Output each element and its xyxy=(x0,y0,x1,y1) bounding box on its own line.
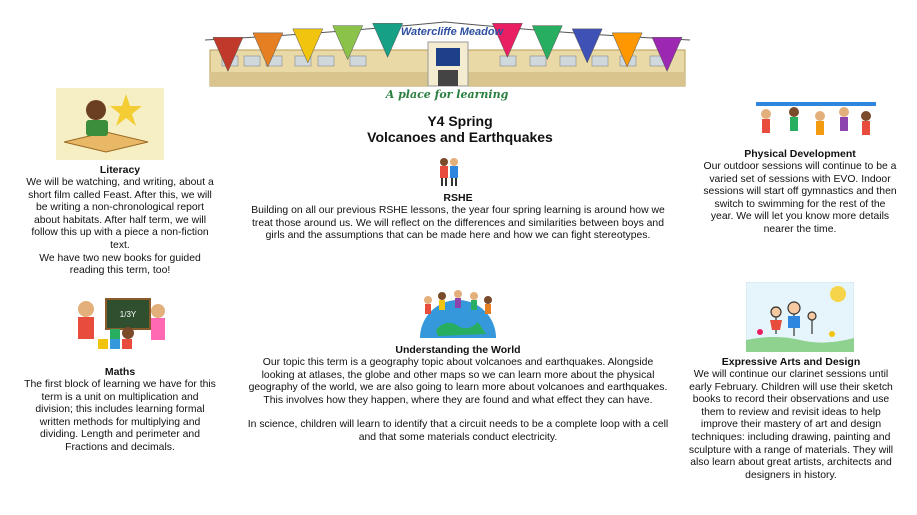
maths-title: Maths xyxy=(104,366,136,378)
school-tagline: A place for learning xyxy=(385,88,509,101)
arts-title: Expressive Arts and Design xyxy=(721,356,861,368)
arts-illustration xyxy=(746,282,854,352)
page-title-line2: Volcanoes and Earthquakes xyxy=(367,129,553,145)
rshe-body: Building on all our previous RSHE lessons, the year four spring learning is around how we treat those around us. We will reflect on the differences and similarities between boys and girls and the assumptions that can be made here and how we can fight stereotypes. xyxy=(251,205,665,242)
bunting-flag xyxy=(612,33,642,67)
literacy-illustration xyxy=(56,88,164,160)
world-body-1: Our topic this term is a geography topic about volcanoes and earthquakes. Alongside looking at atlases, the globe and other maps so we can learn more about the physical geography of the world, we are also going to learn more about volcanoes and earthquakes. This involves how they happen, where they are found and what effect they can have. xyxy=(248,357,668,406)
world-body-2: In science, children will learn to identify that a circuit needs to be a complete loop with a cell and that some materials conduct electricity. xyxy=(247,419,669,443)
world-title: Understanding the World xyxy=(395,344,521,356)
maths-section xyxy=(24,366,216,455)
maths-body: The first block of learning we have for this term is a unit on multiplication and division; this includes learning formal written methods for multiplying and dividing. Length and perimeter and Fractions and decimals. xyxy=(24,379,216,453)
literacy-section xyxy=(22,164,218,278)
rshe-section xyxy=(244,192,672,243)
page-title-line1: Y4 Spring xyxy=(427,113,493,129)
world-section xyxy=(246,344,670,445)
physical-illustration xyxy=(752,94,880,142)
bunting-flag xyxy=(253,33,283,67)
bunting-flag xyxy=(213,37,243,71)
physical-section xyxy=(702,148,898,237)
school-name: Watercliffe Meadow xyxy=(400,26,504,38)
literacy-body-2: We have two new books for guided reading this term, too! xyxy=(39,252,201,277)
bunting-flag xyxy=(652,37,682,71)
physical-title: Physical Development xyxy=(744,148,856,160)
rshe-illustration xyxy=(437,156,461,188)
rshe-title: RSHE xyxy=(443,192,473,204)
bunting-flag xyxy=(333,26,363,60)
maths-board-text: 1/3Y xyxy=(119,310,137,319)
literacy-body-1: We will be watching, and writing, about a short film called Feast. After this, we will be writing a non-chronological report about habitats. After half term, we will follow this up with a piece a non-fiction text. xyxy=(26,177,214,251)
bunting-flag xyxy=(532,26,562,60)
arts-body: We will continue our clarinet sessions until early February. Children will use their sketch books to record their observations and use them to review and revisit ideas to help improve their mastery of art and design techniques: including drawing, painting and sculpture with a range of materials. They will also learn about great artists, architects and designers in history. xyxy=(688,369,894,481)
world-illustration xyxy=(416,288,500,338)
bunting-flag xyxy=(293,29,323,63)
bunting-flag xyxy=(572,29,602,63)
arts-section xyxy=(686,356,896,482)
bunting-flags xyxy=(200,12,695,82)
page-title xyxy=(330,113,590,145)
bunting xyxy=(200,12,695,82)
literacy-title: Literacy xyxy=(99,164,141,176)
maths-illustration xyxy=(68,295,170,361)
physical-body: Our outdoor sessions will continue to be a varied set of sessions with EVO. Indoor sessions will start off gymnastics and then switch to swimming for the rest of the year. We will let you know more details nearer the time. xyxy=(703,161,897,235)
